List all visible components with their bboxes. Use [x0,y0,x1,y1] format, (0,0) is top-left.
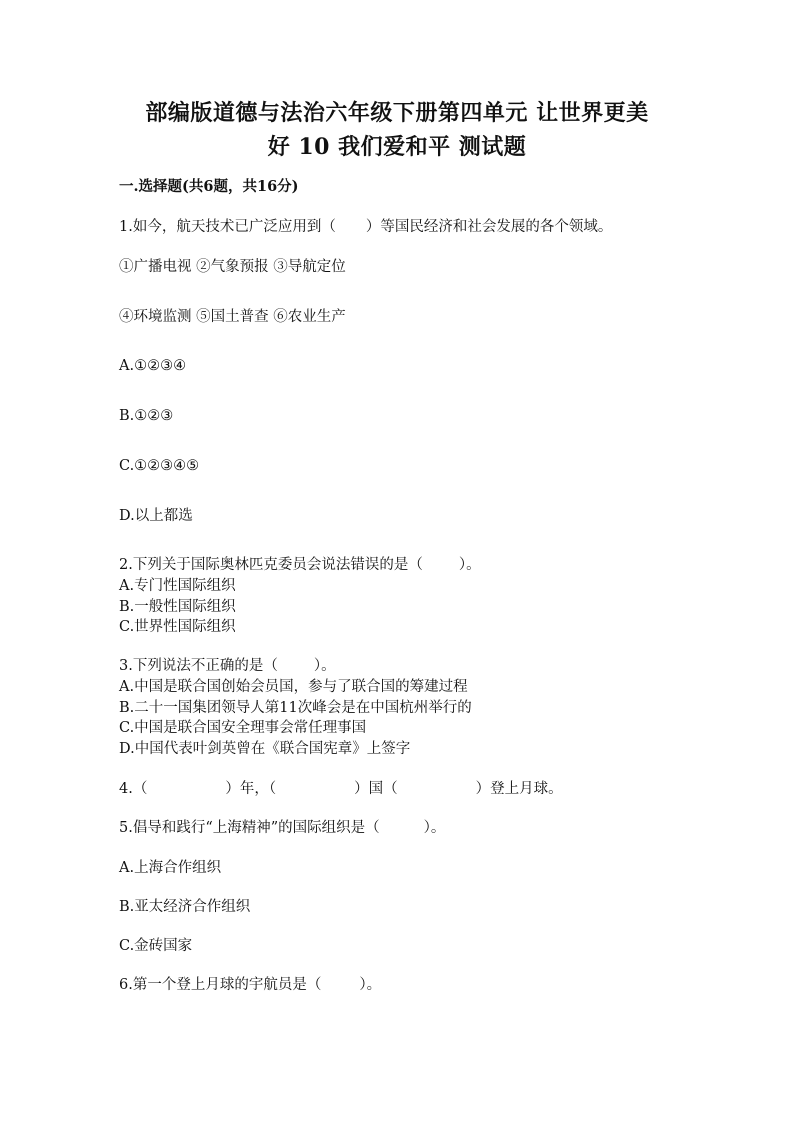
question-4-stem [119,779,563,799]
question-3-stem-after: ）。 [313,658,336,674]
question-3-option-c: C.中国是联合国安全理事会常任理事国 [119,720,367,736]
question-5-stem [119,818,445,838]
question-3-stem [119,656,336,676]
question-3-option-b: B.二十一国集团领导人第11次峰会是在中国杭州举行的 [119,700,472,716]
question-2-option-a: A.专门性国际组织 [119,578,236,594]
question-5-stem-before: 5.倡导和践行“上海精神”的国际组织是（ [119,820,380,836]
question-1-stem-before: 1.如今，航天技术已广泛应用到（ [119,219,336,235]
question-4-part-4: ）登上月球。 [475,781,563,797]
question-2-option-b: B.一般性国际组织 [119,599,236,615]
question-3-option-a: A.中国是联合国创始会员国，参与了联合国的筹建过程 [119,679,468,695]
question-2-stem-before: 2.下列关于国际奥林匹克委员会说法错误的是（ [119,557,423,573]
question-6-stem-after: ）。 [359,977,382,993]
question-2-stem [119,555,481,575]
question-5-option-b: B.亚太经济合作组织 [119,899,251,915]
question-1-option-b: B.①②③ [119,408,174,424]
question-5-option-c: C.金砖国家 [119,938,193,954]
question-3-option-d: D.中国代表叶剑英曾在《联合国宪章》上签字 [119,741,411,757]
question-1-stem-after: ）等国民经济和社会发展的各个领域。 [365,219,613,235]
document-title-line-1: 部编版道德与法治六年级下册第四单元 让世界更美 [145,100,649,126]
question-1-option-a: A.①②③④ [119,358,187,374]
question-3-stem-before: 3.下列说法不正确的是（ [119,658,278,674]
document-title-line-2: 好 10 我们爱和平 测试题 [267,134,527,160]
question-1-items-line-2: ④环境监测 ⑤国土普查 ⑥农业生产 [119,309,346,325]
section-heading: 一.选择题(共6题，共16分) [119,178,299,195]
question-1-option-d: D.以上都选 [119,508,193,524]
question-6-stem [119,975,381,995]
question-4-part-3: ）国（ [354,781,398,797]
question-5-option-a: A.上海合作组织 [119,860,222,876]
question-2-option-c: C.世界性国际组织 [119,619,236,635]
question-4-part-1: 4.（ [119,781,148,797]
question-6-stem-before: 6.第一个登上月球的宇航员是（ [119,977,322,993]
question-5-stem-after: ）。 [423,820,446,836]
question-2-stem-after: ）。 [458,557,481,573]
question-1-stem [119,217,612,237]
question-1-items-line-1: ①广播电视 ②气象预报 ③导航定位 [119,259,346,275]
question-4-part-2: ）年，（ [225,781,277,797]
question-1-option-c: C.①②③④⑤ [119,458,200,474]
